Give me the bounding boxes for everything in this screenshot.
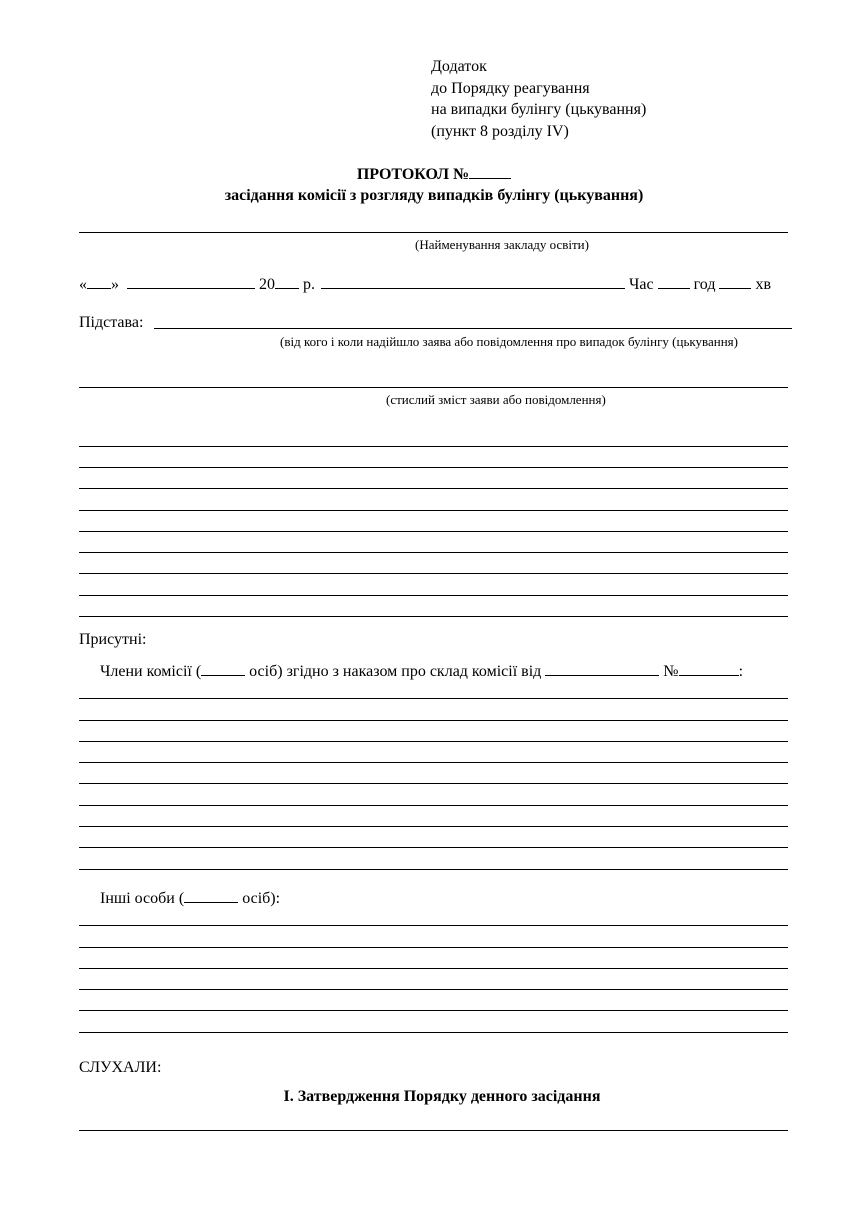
institution-name-field[interactable]	[79, 232, 788, 233]
hours-label: год	[693, 276, 716, 293]
order-date-field[interactable]	[545, 661, 659, 676]
minutes-field[interactable]	[719, 274, 751, 289]
member-line[interactable]	[79, 741, 788, 742]
summary-content-line[interactable]	[79, 446, 788, 447]
other-person-line[interactable]	[79, 925, 788, 926]
other-person-line[interactable]	[79, 968, 788, 969]
protocol-title-text: ПРОТОКОЛ №	[356, 166, 470, 183]
member-line[interactable]	[79, 762, 788, 763]
member-line[interactable]	[79, 847, 788, 848]
member-line[interactable]	[79, 869, 788, 870]
summary-content-line[interactable]	[79, 467, 788, 468]
others-prefix: Інші особи (	[100, 890, 185, 907]
member-line[interactable]	[79, 720, 788, 721]
members-count-field[interactable]	[201, 661, 245, 676]
institution-caption: (Найменування закладу освіти)	[415, 237, 589, 252]
members-middle: осіб) згідно з наказом про склад комісії від	[249, 663, 542, 680]
member-line[interactable]	[79, 805, 788, 806]
other-person-line[interactable]	[79, 1032, 788, 1033]
basis-caption: (від кого і коли надійшло заява або повідомлення про випадок булінгу (цькування)	[280, 334, 738, 349]
year-prefix: 20	[259, 276, 275, 293]
time-label: Час	[629, 276, 654, 293]
order-number-field[interactable]	[679, 661, 739, 676]
appendix-line-3: на випадки булінгу (цькування)	[431, 101, 647, 118]
other-person-line[interactable]	[79, 947, 788, 948]
member-line[interactable]	[79, 826, 788, 827]
agenda-section-title: І. Затвердження Порядку денного засідання	[283, 1088, 601, 1105]
month-field[interactable]	[127, 274, 255, 289]
date-time-row	[79, 274, 797, 295]
summary-caption: (стислий зміст заяви або повідомлення)	[386, 392, 606, 407]
basis-label: Підстава:	[79, 314, 144, 331]
summary-content-line[interactable]	[79, 616, 788, 617]
appendix-line-4: (пункт 8 розділу IV)	[431, 123, 569, 140]
date-close-quote: »	[111, 276, 119, 293]
member-line[interactable]	[79, 783, 788, 784]
summary-field[interactable]	[79, 387, 788, 388]
present-label: Присутні:	[79, 631, 147, 648]
others-count-field[interactable]	[184, 888, 238, 903]
summary-content-line[interactable]	[79, 573, 788, 574]
protocol-title	[0, 164, 868, 185]
place-field[interactable]	[321, 274, 625, 289]
summary-content-line[interactable]	[79, 531, 788, 532]
others-row	[100, 888, 280, 909]
order-number-sign: №	[663, 663, 679, 680]
year-field[interactable]	[275, 274, 299, 289]
heard-label: СЛУХАЛИ:	[79, 1059, 162, 1076]
hours-field[interactable]	[658, 274, 690, 289]
members-row	[100, 661, 743, 682]
member-line[interactable]	[79, 698, 788, 699]
summary-content-line[interactable]	[79, 552, 788, 553]
protocol-number-field[interactable]	[469, 164, 511, 179]
other-person-line[interactable]	[79, 1010, 788, 1011]
members-prefix: Члени комісії (	[100, 663, 202, 680]
day-field[interactable]	[87, 274, 111, 289]
basis-field[interactable]	[154, 328, 792, 329]
summary-content-line[interactable]	[79, 595, 788, 596]
other-person-line[interactable]	[79, 989, 788, 990]
summary-content-line[interactable]	[79, 510, 788, 511]
agenda-line[interactable]	[79, 1130, 788, 1131]
year-suffix: р.	[303, 276, 315, 293]
minutes-label: хв	[755, 276, 772, 293]
appendix-line-2: до Порядку реагування	[431, 80, 590, 97]
members-colon: :	[738, 663, 744, 680]
others-suffix: осіб):	[242, 890, 281, 907]
appendix-line-1: Додаток	[431, 58, 487, 75]
summary-content-line[interactable]	[79, 488, 788, 489]
date-open-quote: «	[79, 276, 87, 293]
protocol-subtitle: засідання комісії з розгляду випадків булінгу (цькування)	[224, 187, 644, 204]
